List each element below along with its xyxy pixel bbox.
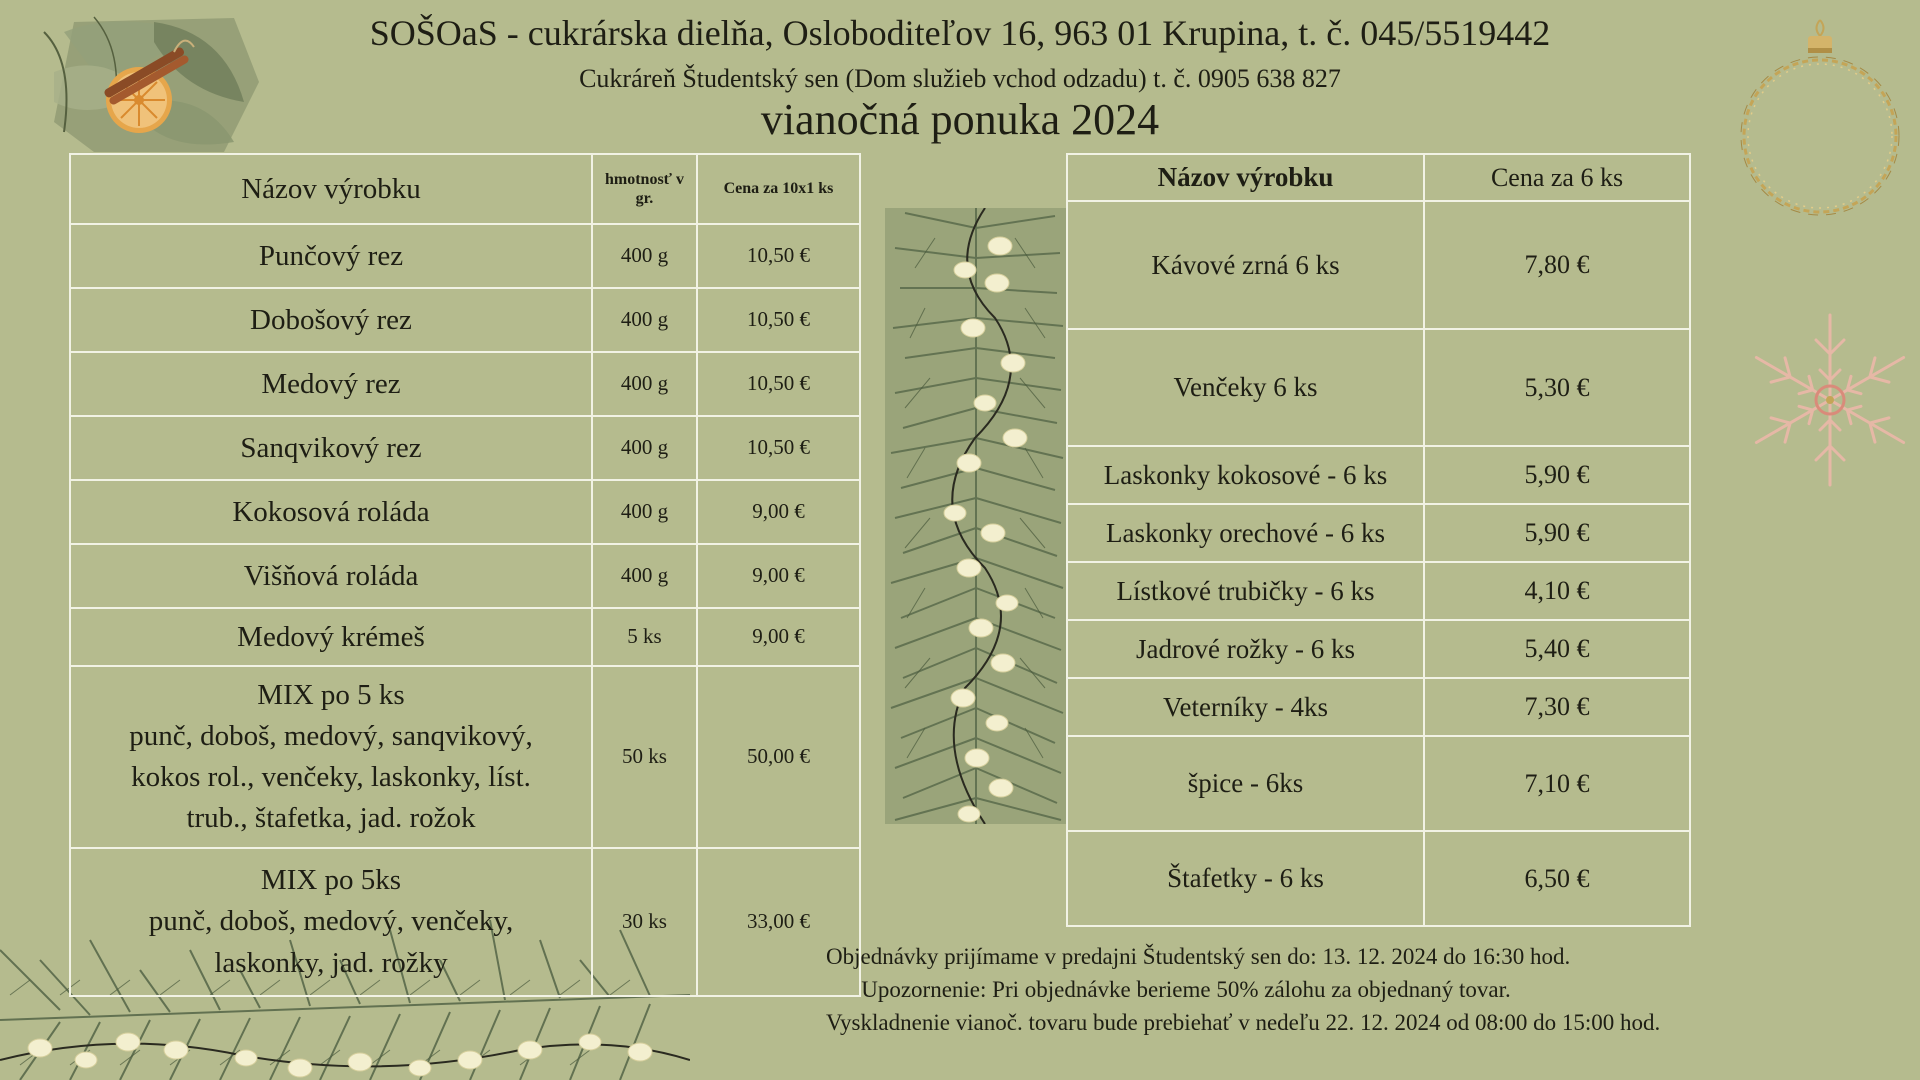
deposit-warning-note: Upozornenie: Pri objednávke berieme 50% zálohu za objednaný tovar. bbox=[861, 977, 1511, 1002]
table-row bbox=[70, 352, 860, 416]
product-weight: 5 ks bbox=[592, 608, 697, 666]
product-price: 10,50 € bbox=[697, 352, 860, 416]
header-price: Cena za 10x1 ks bbox=[697, 154, 860, 224]
product-price: 10,50 € bbox=[697, 224, 860, 288]
mix-contents-line: kokos rol., venčeky, laskonky, líst. bbox=[131, 761, 531, 793]
header-subtitle: Cukráreň Študentský sen (Dom služieb vchod odzadu) t. č. 0905 638 827 bbox=[579, 64, 1341, 93]
table-row bbox=[1067, 831, 1690, 926]
mix-contents-line: laskonky, jad. rožky bbox=[214, 946, 448, 979]
table-row bbox=[70, 416, 860, 480]
product-weight: 400 g bbox=[592, 480, 697, 544]
product-name: Kávové zrná 6 ks bbox=[1067, 201, 1424, 329]
product-price: 50,00 € bbox=[697, 666, 860, 848]
headline: vianočná ponuka 2024 bbox=[760, 95, 1160, 144]
product-name: Sanqvikový rez bbox=[70, 416, 592, 480]
table-row bbox=[1067, 201, 1690, 329]
table-row bbox=[1067, 446, 1690, 504]
product-name: Veterníky - 4ks bbox=[1067, 678, 1424, 736]
pine-garland-lights-icon bbox=[885, 208, 1067, 824]
right-price-table bbox=[1066, 153, 1691, 927]
table-row bbox=[1067, 620, 1690, 678]
product-price: 10,50 € bbox=[697, 416, 860, 480]
mix-title: MIX po 5ks bbox=[260, 864, 402, 897]
mix-contents-line: trub., štafetka, jad. rožok bbox=[186, 802, 476, 835]
table-row bbox=[1067, 736, 1690, 831]
product-weight: 400 g bbox=[592, 288, 697, 352]
product-name: Višňová roláda bbox=[70, 544, 592, 608]
product-name: špice - 6ks bbox=[1067, 736, 1424, 831]
product-price: 9,00 € bbox=[697, 480, 860, 544]
table-row bbox=[1067, 329, 1690, 446]
product-name: Štafetky - 6 ks bbox=[1067, 831, 1424, 926]
product-name: Venčeky 6 ks bbox=[1067, 329, 1424, 446]
product-price: 10,50 € bbox=[697, 288, 860, 352]
product-price: 5,30 € bbox=[1424, 329, 1690, 446]
header-weight: hmotnosť v gr. bbox=[592, 154, 697, 224]
product-weight: 400 g bbox=[592, 544, 697, 608]
product-weight: 400 g bbox=[592, 416, 697, 480]
product-name: Lístkové trubičky - 6 ks bbox=[1067, 562, 1424, 620]
snowflake-icon bbox=[1740, 310, 1920, 490]
product-name bbox=[70, 848, 592, 996]
product-name bbox=[70, 666, 592, 848]
product-price: 4,10 € bbox=[1424, 562, 1690, 620]
header-product-name: Názov výrobku bbox=[1067, 154, 1424, 201]
product-weight: 400 g bbox=[592, 224, 697, 288]
product-price: 7,30 € bbox=[1424, 678, 1690, 736]
pickup-date-note: Vyskladnenie vianoč. tovaru bude prebiehať v nedeľu 22. 12. 2024 od 08:00 do 15:00 hod. bbox=[826, 1010, 1661, 1035]
table-row bbox=[70, 224, 860, 288]
table-row bbox=[1067, 678, 1690, 736]
mix-title: MIX po 5 ks bbox=[257, 678, 405, 711]
table-row bbox=[1067, 504, 1690, 562]
product-price: 5,40 € bbox=[1424, 620, 1690, 678]
mix-contents-line: punč, doboš, medový, venčeky, bbox=[148, 905, 514, 938]
product-name: Medový krémeš bbox=[70, 608, 592, 666]
product-weight: 30 ks bbox=[592, 848, 697, 996]
mix-contents-line: punč, doboš, medový, sanqvikový, bbox=[129, 719, 533, 752]
header-price: Cena za 6 ks bbox=[1424, 154, 1690, 201]
product-price: 9,00 € bbox=[697, 544, 860, 608]
product-name: Laskonky orechové - 6 ks bbox=[1067, 504, 1424, 562]
product-name: Medový rez bbox=[70, 352, 592, 416]
product-name: Dobošový rez bbox=[70, 288, 592, 352]
table-header-row bbox=[70, 154, 860, 224]
product-weight: 50 ks bbox=[592, 666, 697, 848]
left-price-table bbox=[69, 153, 861, 997]
header-title: SOŠOaS - cukrárska dielňa, Osloboditeľov 16, 963 01 Krupina, t. č. 045/5519442 bbox=[369, 13, 1551, 53]
table-row bbox=[70, 666, 860, 848]
header-product-name: Názov výrobku bbox=[70, 154, 592, 224]
product-name: Laskonky kokosové - 6 ks bbox=[1067, 446, 1424, 504]
order-notes bbox=[826, 940, 1661, 1039]
product-price: 9,00 € bbox=[697, 608, 860, 666]
product-price: 5,90 € bbox=[1424, 446, 1690, 504]
product-name: Kokosová roláda bbox=[70, 480, 592, 544]
product-name: Punčový rez bbox=[70, 224, 592, 288]
product-price: 6,50 € bbox=[1424, 831, 1690, 926]
product-price: 7,80 € bbox=[1424, 201, 1690, 329]
table-header-row bbox=[1067, 154, 1690, 201]
table-row bbox=[70, 608, 860, 666]
table-row bbox=[70, 288, 860, 352]
product-name: Jadrové rožky - 6 ks bbox=[1067, 620, 1424, 678]
table-row bbox=[70, 544, 860, 608]
table-row bbox=[70, 848, 860, 996]
product-price: 7,10 € bbox=[1424, 736, 1690, 831]
order-deadline-note: Objednávky prijímame v predajni Študentský sen do: 13. 12. 2024 do 16:30 hod. bbox=[826, 944, 1571, 969]
table-row bbox=[70, 480, 860, 544]
product-weight: 400 g bbox=[592, 352, 697, 416]
table-row bbox=[1067, 562, 1690, 620]
product-price: 33,00 € bbox=[697, 848, 860, 996]
product-price: 5,90 € bbox=[1424, 504, 1690, 562]
